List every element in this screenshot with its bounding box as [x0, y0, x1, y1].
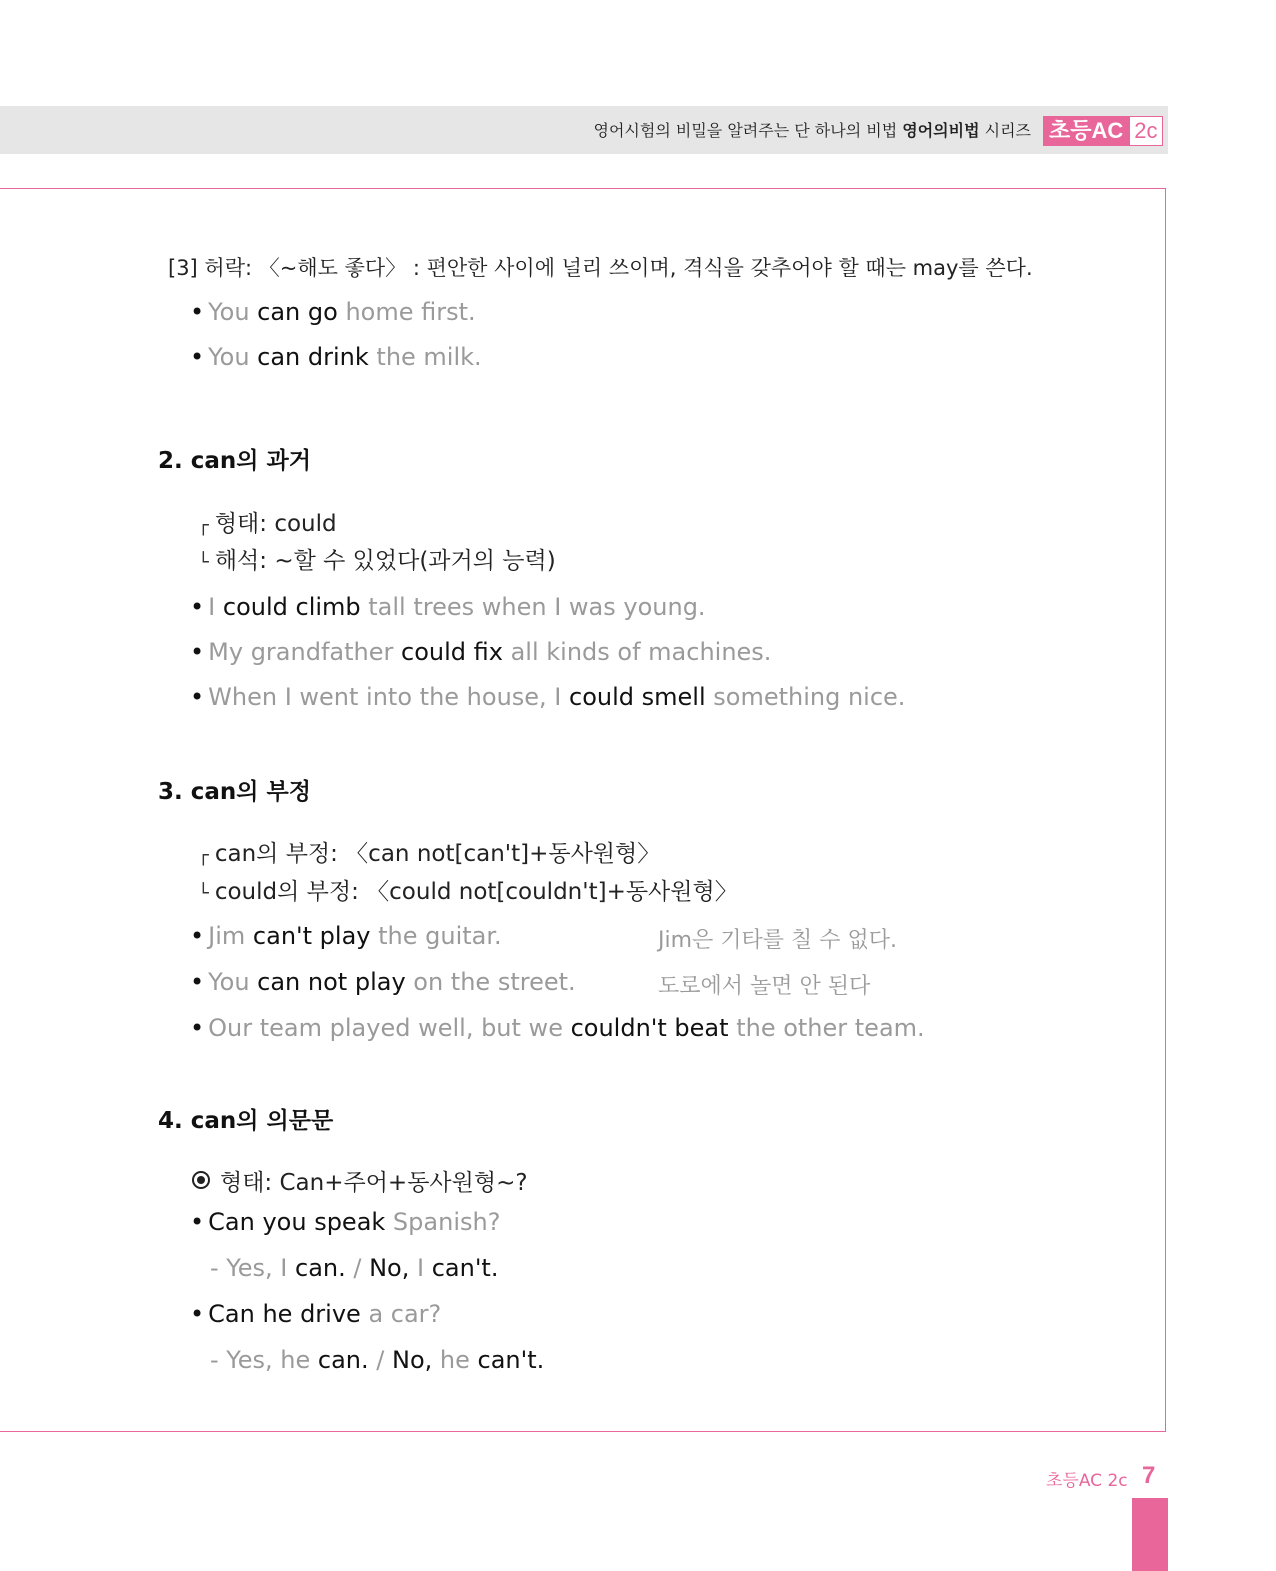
bullet-icon: •: [190, 343, 205, 371]
bracket-bottom-icon: └: [198, 883, 209, 904]
bullet-icon: •: [190, 638, 205, 666]
form-line: ┌ can의 부정: 〈can not[can't]+동사원형〉: [198, 841, 661, 867]
example-sentence: • When I went into the house, I could smell something nice.: [190, 683, 906, 711]
form-line: ┌ 형태: could: [198, 511, 337, 537]
bracket-top-icon: ┌: [198, 515, 209, 536]
bullet-icon: •: [190, 922, 205, 950]
tagline-suffix: 시리즈: [979, 121, 1031, 140]
permission-rule: [3] 허락: 〈~해도 좋다〉 : 편안한 사이에 널리 쓰이며, 격식을 갖추어야 할 때는 may를 쓴다.: [168, 256, 1033, 280]
bullet-icon: •: [190, 593, 205, 621]
bullet-icon: •: [190, 1300, 205, 1328]
series-tagline: [594, 118, 1031, 141]
tagline-prefix: 영어시험의 비밀을 알려주는 단 하나의 비법: [593, 121, 903, 140]
bracket-bottom-icon: └: [198, 552, 209, 573]
footer-series-label: 초등AC 2c: [1046, 1471, 1128, 1491]
question-sentence: • Can you speak Spanish?: [190, 1208, 501, 1236]
section-title: 3. can의 부정: [158, 779, 311, 805]
translation: 도로에서 놀면 안 된다: [658, 974, 871, 999]
series-badge: [1043, 116, 1163, 146]
question-sentence: • Can he drive a car?: [190, 1300, 442, 1328]
bracket-top-icon: ┌: [198, 845, 209, 866]
badge-level: 2c: [1129, 116, 1162, 146]
content-frame: [0, 188, 1166, 1432]
page-edge-tab: [1132, 1498, 1168, 1571]
example-sentence: • My grandfather could fix all kinds of machines.: [190, 638, 772, 666]
badge-main: 초등AC: [1043, 116, 1129, 146]
example-sentence: • You can go home first.: [190, 298, 476, 326]
bullet-icon: •: [190, 298, 205, 326]
bullet-icon: •: [190, 968, 205, 996]
tagline-bold: 영어의비법: [902, 121, 980, 140]
example-sentence: • You can not play on the street.: [190, 968, 576, 996]
answer-line: - Yes, he can. / No, he can't.: [210, 1346, 545, 1374]
form-line: └ could의 부정: 〈could not[couldn't]+동사원형〉: [198, 879, 738, 905]
translation: Jim은 기타를 칠 수 없다.: [658, 928, 898, 953]
bullet-icon: •: [190, 683, 205, 711]
bullet-icon: •: [190, 1014, 205, 1042]
example-sentence: • Jim can't play the guitar.: [190, 922, 502, 950]
example-sentence: • I could climb tall trees when I was young.: [190, 593, 706, 621]
example-sentence: • Our team played well, but we couldn't beat the other team.: [190, 1014, 925, 1042]
form-line: 형태: Can+주어+동사원형~?: [192, 1164, 528, 1197]
example-sentence: • You can drink the milk.: [190, 343, 482, 371]
target-circle-icon: [192, 1171, 210, 1189]
form-line: └ 해석: ~할 수 있었다(과거의 능력): [198, 548, 556, 574]
section-title: 2. can의 과거: [158, 448, 311, 474]
bullet-icon: •: [190, 1208, 205, 1236]
section-title: 4. can의 의문문: [158, 1108, 334, 1134]
page-number: 7: [1142, 1462, 1156, 1489]
answer-line: - Yes, I can. / No, I can't.: [210, 1254, 499, 1282]
